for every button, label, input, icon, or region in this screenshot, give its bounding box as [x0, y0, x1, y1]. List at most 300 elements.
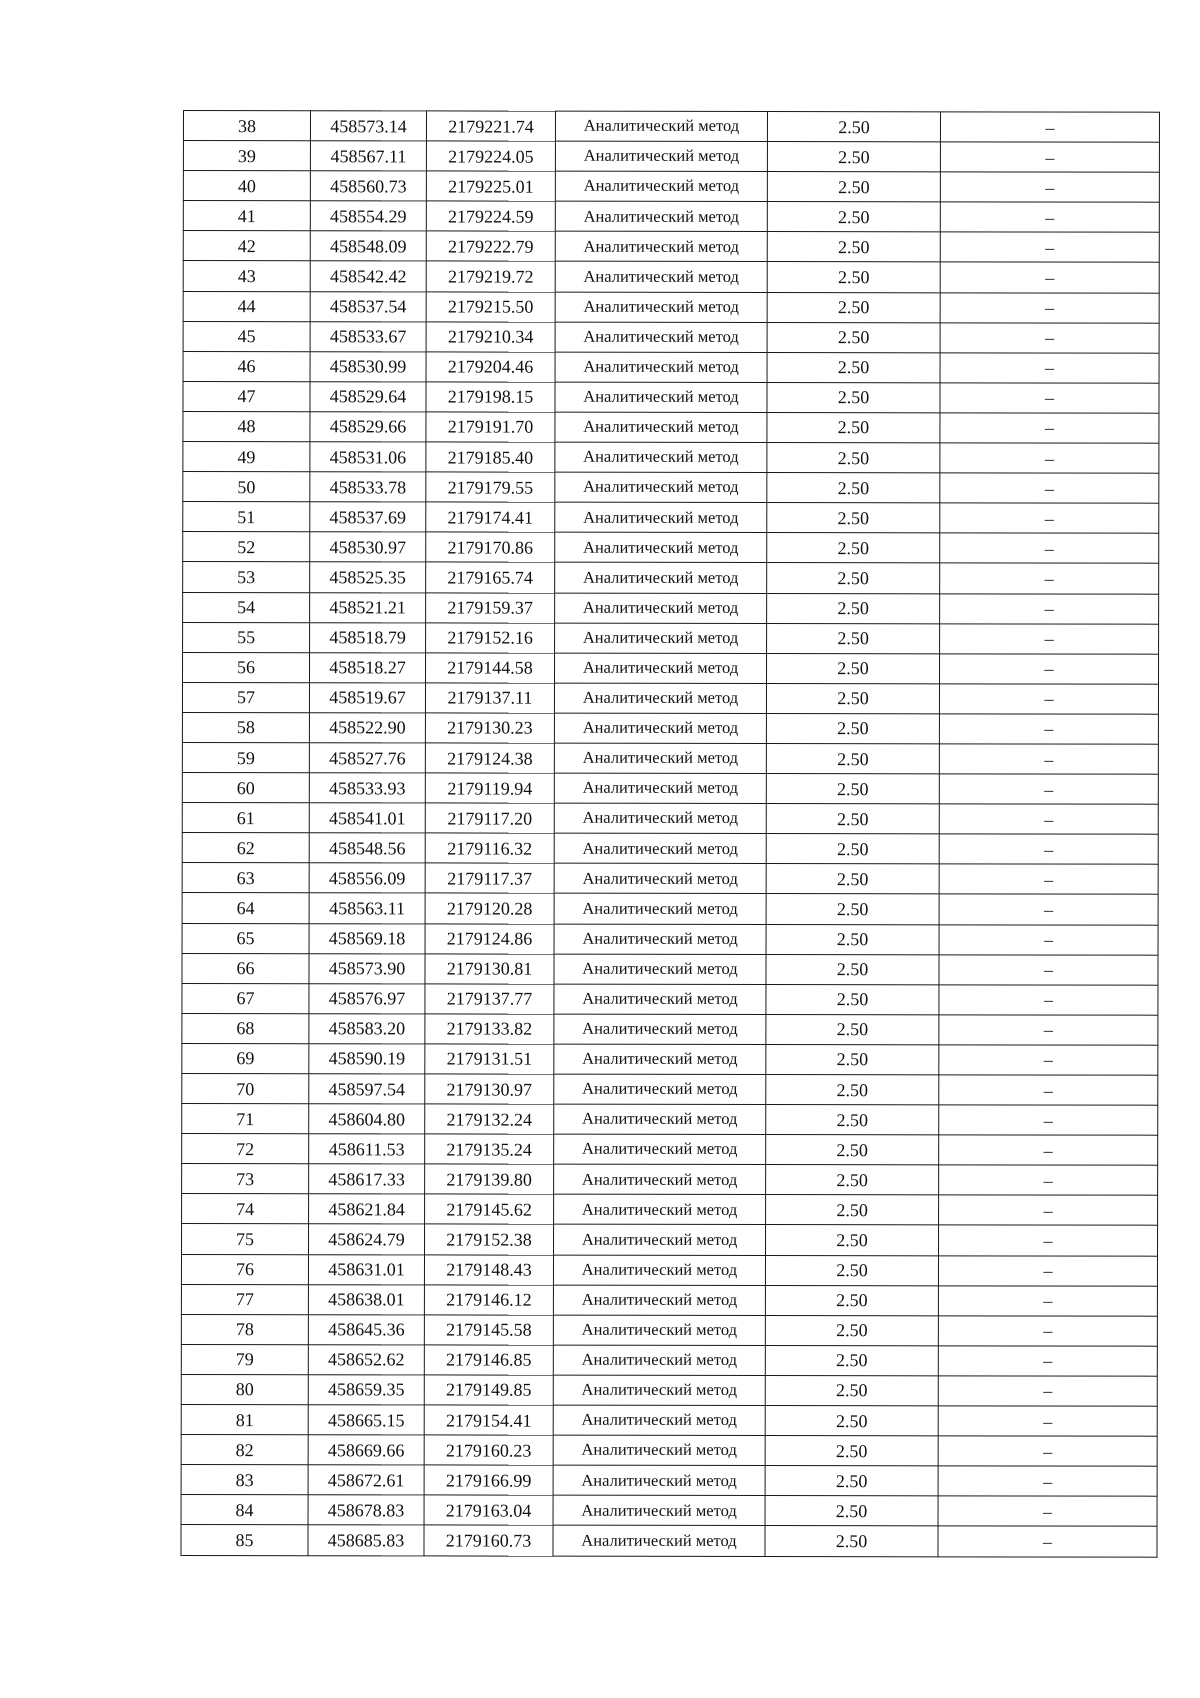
method-cell: Аналитический метод	[554, 1044, 766, 1074]
precision-cell: 2.50	[765, 1436, 938, 1466]
x-coordinate-cell: 458624.79	[309, 1224, 425, 1254]
method-cell: Аналитический метод	[553, 1405, 765, 1435]
x-coordinate-cell: 458518.79	[310, 622, 426, 652]
point-number-cell: 46	[183, 351, 310, 381]
point-number-cell: 42	[183, 231, 310, 261]
point-number-cell: 69	[182, 1043, 309, 1073]
note-cell: –	[940, 383, 1159, 413]
x-coordinate-cell: 458652.62	[308, 1345, 424, 1375]
table-row	[181, 1525, 1157, 1557]
method-cell: Аналитический метод	[555, 141, 767, 171]
table-row	[182, 773, 1158, 805]
point-number-cell: 72	[182, 1134, 309, 1164]
precision-cell: 2.50	[766, 924, 939, 954]
note-cell: –	[939, 834, 1158, 864]
point-number-cell: 81	[181, 1405, 308, 1435]
precision-cell: 2.50	[767, 412, 940, 442]
note-cell: –	[939, 985, 1158, 1015]
x-coordinate-cell: 458685.83	[308, 1525, 424, 1555]
point-number-cell: 70	[182, 1073, 309, 1103]
y-coordinate-cell: 2179120.28	[425, 893, 554, 923]
method-cell: Аналитический метод	[553, 1465, 765, 1495]
table-row	[181, 1465, 1157, 1497]
x-coordinate-cell: 458542.42	[310, 261, 426, 291]
method-cell: Аналитический метод	[553, 1526, 765, 1556]
table-row	[182, 1104, 1158, 1136]
x-coordinate-cell: 458556.09	[309, 863, 425, 893]
method-cell: Аналитический метод	[555, 472, 767, 502]
point-number-cell: 80	[181, 1374, 308, 1404]
table-row	[183, 261, 1159, 293]
method-cell: Аналитический метод	[554, 713, 766, 743]
note-cell: –	[939, 1225, 1158, 1255]
precision-cell: 2.50	[767, 533, 940, 563]
table-row	[182, 712, 1158, 744]
method-cell: Аналитический метод	[554, 773, 766, 803]
y-coordinate-cell: 2179124.86	[425, 923, 554, 953]
note-cell: –	[938, 1346, 1157, 1376]
point-number-cell: 43	[183, 261, 310, 291]
point-number-cell: 66	[182, 953, 309, 983]
y-coordinate-cell: 2179145.62	[425, 1194, 554, 1224]
note-cell: –	[938, 1496, 1157, 1526]
precision-cell: 2.50	[767, 292, 940, 322]
table-row	[183, 321, 1159, 353]
point-number-cell: 38	[183, 111, 310, 141]
x-coordinate-cell: 458563.11	[309, 893, 425, 923]
y-coordinate-cell: 2179210.34	[426, 322, 555, 352]
table-row	[182, 1073, 1158, 1105]
table-row	[182, 833, 1158, 865]
precision-cell: 2.50	[765, 1496, 938, 1526]
x-coordinate-cell: 458533.93	[309, 773, 425, 803]
method-cell: Аналитический метод	[555, 532, 767, 562]
table-row	[182, 983, 1158, 1015]
table-row	[183, 472, 1159, 504]
method-cell: Аналитический метод	[554, 924, 766, 954]
precision-cell: 2.50	[766, 1105, 939, 1135]
precision-cell: 2.50	[767, 623, 940, 653]
method-cell: Аналитический метод	[555, 382, 767, 412]
x-coordinate-cell: 458548.09	[310, 231, 426, 261]
note-cell: –	[939, 954, 1158, 984]
table-row	[183, 532, 1159, 564]
table-row	[182, 1134, 1158, 1166]
x-coordinate-cell: 458631.01	[308, 1254, 424, 1284]
note-cell: –	[938, 1526, 1157, 1556]
note-cell: –	[939, 1165, 1158, 1195]
table-row	[182, 1194, 1158, 1226]
y-coordinate-cell: 2179137.11	[425, 683, 554, 713]
x-coordinate-cell: 458621.84	[309, 1194, 425, 1224]
note-cell: –	[940, 533, 1159, 563]
y-coordinate-cell: 2179225.01	[426, 171, 555, 201]
method-cell: Аналитический метод	[554, 984, 766, 1014]
point-number-cell: 51	[183, 502, 310, 532]
coordinates-table	[180, 110, 1160, 1557]
x-coordinate-cell: 458567.11	[310, 141, 426, 171]
coordinates-table-body	[181, 111, 1160, 1557]
precision-cell: 2.50	[766, 984, 939, 1014]
y-coordinate-cell: 2179185.40	[426, 442, 555, 472]
y-coordinate-cell: 2179165.74	[426, 562, 555, 592]
precision-cell: 2.50	[765, 1375, 938, 1405]
point-number-cell: 41	[183, 201, 310, 231]
method-cell: Аналитический метод	[553, 1375, 765, 1405]
y-coordinate-cell: 2179130.23	[425, 713, 554, 743]
point-number-cell: 56	[183, 652, 310, 682]
point-number-cell: 53	[183, 562, 310, 592]
x-coordinate-cell: 458597.54	[309, 1074, 425, 1104]
table-row	[181, 1314, 1157, 1346]
method-cell: Аналитический метод	[555, 232, 767, 262]
precision-cell: 2.50	[767, 202, 940, 232]
table-row	[183, 111, 1159, 143]
x-coordinate-cell: 458531.06	[310, 442, 426, 472]
note-cell: –	[939, 924, 1158, 954]
method-cell: Аналитический метод	[555, 623, 767, 653]
table-row	[183, 442, 1159, 474]
note-cell: –	[939, 804, 1158, 834]
y-coordinate-cell: 2179221.74	[426, 111, 555, 141]
point-number-cell: 40	[183, 171, 310, 201]
x-coordinate-cell: 458522.90	[309, 713, 425, 743]
x-coordinate-cell: 458537.54	[310, 291, 426, 321]
y-coordinate-cell: 2179146.12	[424, 1285, 553, 1315]
precision-cell: 2.50	[767, 593, 940, 623]
y-coordinate-cell: 2179160.73	[424, 1525, 553, 1555]
y-coordinate-cell: 2179135.24	[425, 1134, 554, 1164]
x-coordinate-cell: 458617.33	[309, 1164, 425, 1194]
method-cell: Аналитический метод	[553, 1315, 765, 1345]
precision-cell: 2.50	[767, 382, 940, 412]
precision-cell: 2.50	[766, 774, 939, 804]
precision-cell: 2.50	[767, 112, 940, 142]
table-row	[183, 502, 1159, 534]
method-cell: Аналитический метод	[554, 894, 766, 924]
point-number-cell: 52	[183, 532, 310, 562]
point-number-cell: 83	[181, 1465, 308, 1495]
y-coordinate-cell: 2179144.58	[426, 653, 555, 683]
y-coordinate-cell: 2179224.59	[426, 201, 555, 231]
note-cell: –	[940, 112, 1159, 142]
note-cell: –	[940, 503, 1159, 533]
y-coordinate-cell: 2179146.85	[424, 1345, 553, 1375]
precision-cell: 2.50	[766, 743, 939, 773]
table-row	[183, 562, 1159, 594]
x-coordinate-cell: 458537.69	[310, 502, 426, 532]
x-coordinate-cell: 458518.27	[310, 652, 426, 682]
y-coordinate-cell: 2179132.24	[425, 1104, 554, 1134]
x-coordinate-cell: 458669.66	[308, 1435, 424, 1465]
note-cell: –	[939, 714, 1158, 744]
method-cell: Аналитический метод	[555, 442, 767, 472]
point-number-cell: 45	[183, 321, 310, 351]
x-coordinate-cell: 458533.78	[310, 472, 426, 502]
x-coordinate-cell: 458525.35	[310, 562, 426, 592]
table-row	[181, 1254, 1157, 1286]
table-row	[183, 592, 1159, 624]
note-cell: –	[940, 593, 1159, 623]
table-row	[181, 1344, 1157, 1376]
point-number-cell: 44	[183, 291, 310, 321]
note-cell: –	[940, 292, 1159, 322]
point-number-cell: 63	[182, 863, 309, 893]
point-number-cell: 55	[183, 622, 310, 652]
method-cell: Аналитический метод	[554, 683, 766, 713]
method-cell: Аналитический метод	[554, 954, 766, 984]
note-cell: –	[938, 1285, 1157, 1315]
method-cell: Аналитический метод	[555, 352, 767, 382]
table-row	[183, 291, 1159, 323]
note-cell: –	[940, 654, 1159, 684]
precision-cell: 2.50	[766, 864, 939, 894]
x-coordinate-cell: 458548.56	[309, 833, 425, 863]
x-coordinate-cell: 458665.15	[308, 1405, 424, 1435]
x-coordinate-cell: 458521.21	[310, 592, 426, 622]
x-coordinate-cell: 458590.19	[309, 1044, 425, 1074]
y-coordinate-cell: 2179131.51	[425, 1044, 554, 1074]
note-cell: –	[938, 1436, 1157, 1466]
point-number-cell: 77	[181, 1284, 308, 1314]
table-row	[182, 863, 1158, 895]
point-number-cell: 82	[181, 1435, 308, 1465]
precision-cell: 2.50	[766, 1165, 939, 1195]
precision-cell: 2.50	[766, 1044, 939, 1074]
note-cell: –	[940, 142, 1159, 172]
point-number-cell: 61	[182, 803, 309, 833]
note-cell: –	[940, 623, 1159, 653]
y-coordinate-cell: 2179116.32	[425, 833, 554, 863]
point-number-cell: 65	[182, 923, 309, 953]
method-cell: Аналитический метод	[553, 1285, 765, 1315]
method-cell: Аналитический метод	[555, 412, 767, 442]
x-coordinate-cell: 458519.67	[309, 683, 425, 713]
precision-cell: 2.50	[765, 1285, 938, 1315]
method-cell: Аналитический метод	[554, 803, 766, 833]
point-number-cell: 68	[182, 1013, 309, 1043]
method-cell: Аналитический метод	[554, 1195, 766, 1225]
y-coordinate-cell: 2179219.72	[426, 261, 555, 291]
point-number-cell: 62	[182, 833, 309, 863]
note-cell: –	[939, 1195, 1158, 1225]
point-number-cell: 71	[182, 1104, 309, 1134]
note-cell: –	[939, 1075, 1158, 1105]
precision-cell: 2.50	[766, 954, 939, 984]
x-coordinate-cell: 458529.66	[310, 412, 426, 442]
x-coordinate-cell: 458611.53	[309, 1134, 425, 1164]
precision-cell: 2.50	[767, 262, 940, 292]
point-number-cell: 39	[183, 141, 310, 171]
precision-cell: 2.50	[767, 352, 940, 382]
method-cell: Аналитический метод	[553, 1255, 765, 1285]
precision-cell: 2.50	[766, 713, 939, 743]
note-cell: –	[940, 322, 1159, 352]
x-coordinate-cell: 458583.20	[309, 1014, 425, 1044]
precision-cell: 2.50	[765, 1526, 938, 1556]
table-row	[181, 1405, 1157, 1437]
table-row	[183, 351, 1159, 383]
x-coordinate-cell: 458533.67	[310, 321, 426, 351]
x-coordinate-cell: 458573.14	[310, 111, 426, 141]
table-row	[182, 953, 1158, 985]
table-row	[182, 803, 1158, 835]
y-coordinate-cell: 2179224.05	[426, 141, 555, 171]
precision-cell: 2.50	[765, 1255, 938, 1285]
y-coordinate-cell: 2179117.20	[425, 803, 554, 833]
precision-cell: 2.50	[766, 1195, 939, 1225]
method-cell: Аналитический метод	[554, 1014, 766, 1044]
precision-cell: 2.50	[766, 894, 939, 924]
method-cell: Аналитический метод	[555, 653, 767, 683]
method-cell: Аналитический метод	[555, 563, 767, 593]
point-number-cell: 75	[182, 1224, 309, 1254]
x-coordinate-cell: 458530.99	[310, 351, 426, 381]
y-coordinate-cell: 2179204.46	[426, 352, 555, 382]
note-cell: –	[939, 1135, 1158, 1165]
x-coordinate-cell: 458672.61	[308, 1465, 424, 1495]
note-cell: –	[940, 232, 1159, 262]
table-row	[182, 1224, 1158, 1256]
method-cell: Аналитический метод	[555, 322, 767, 352]
point-number-cell: 74	[182, 1194, 309, 1224]
y-coordinate-cell: 2179174.41	[426, 502, 555, 532]
y-coordinate-cell: 2179166.99	[424, 1465, 553, 1495]
precision-cell: 2.50	[766, 683, 939, 713]
method-cell: Аналитический метод	[554, 743, 766, 773]
note-cell: –	[939, 894, 1158, 924]
x-coordinate-cell: 458554.29	[310, 201, 426, 231]
precision-cell: 2.50	[766, 834, 939, 864]
method-cell: Аналитический метод	[555, 262, 767, 292]
y-coordinate-cell: 2179163.04	[424, 1495, 553, 1525]
note-cell: –	[939, 1045, 1158, 1075]
y-coordinate-cell: 2179130.97	[425, 1074, 554, 1104]
table-row	[182, 893, 1158, 925]
precision-cell: 2.50	[766, 1075, 939, 1105]
method-cell: Аналитический метод	[554, 1134, 766, 1164]
note-cell: –	[940, 353, 1159, 383]
point-number-cell: 79	[181, 1344, 308, 1374]
method-cell: Аналитический метод	[555, 502, 767, 532]
table-row	[183, 622, 1159, 654]
point-number-cell: 67	[182, 983, 309, 1013]
note-cell: –	[939, 864, 1158, 894]
point-number-cell: 73	[182, 1164, 309, 1194]
point-number-cell: 48	[183, 411, 310, 441]
table-row	[183, 381, 1159, 413]
y-coordinate-cell: 2179119.94	[425, 773, 554, 803]
table-row	[182, 923, 1158, 955]
precision-cell: 2.50	[766, 1014, 939, 1044]
precision-cell: 2.50	[766, 1135, 939, 1165]
x-coordinate-cell: 458659.35	[308, 1375, 424, 1405]
method-cell: Аналитический метод	[555, 111, 767, 141]
precision-cell: 2.50	[767, 232, 940, 262]
point-number-cell: 64	[182, 893, 309, 923]
method-cell: Аналитический метод	[553, 1495, 765, 1525]
method-cell: Аналитический метод	[554, 1074, 766, 1104]
x-coordinate-cell: 458530.97	[310, 532, 426, 562]
note-cell: –	[938, 1316, 1157, 1346]
y-coordinate-cell: 2179198.15	[426, 382, 555, 412]
y-coordinate-cell: 2179130.81	[425, 954, 554, 984]
method-cell: Аналитический метод	[554, 863, 766, 893]
y-coordinate-cell: 2179139.80	[425, 1164, 554, 1194]
y-coordinate-cell: 2179191.70	[426, 412, 555, 442]
table-row	[182, 742, 1158, 774]
x-coordinate-cell: 458604.80	[309, 1104, 425, 1134]
y-coordinate-cell: 2179215.50	[426, 291, 555, 321]
note-cell: –	[940, 563, 1159, 593]
precision-cell: 2.50	[767, 142, 940, 172]
y-coordinate-cell: 2179170.86	[426, 532, 555, 562]
point-number-cell: 50	[183, 472, 310, 502]
y-coordinate-cell: 2179152.38	[425, 1224, 554, 1254]
method-cell: Аналитический метод	[555, 171, 767, 201]
table-row	[181, 1284, 1157, 1316]
point-number-cell: 84	[181, 1495, 308, 1525]
table-row	[182, 1164, 1158, 1196]
precision-cell: 2.50	[767, 172, 940, 202]
note-cell: –	[939, 684, 1158, 714]
y-coordinate-cell: 2179148.43	[424, 1254, 553, 1284]
precision-cell: 2.50	[766, 804, 939, 834]
x-coordinate-cell: 458573.90	[309, 953, 425, 983]
precision-cell: 2.50	[767, 473, 940, 503]
point-number-cell: 60	[182, 773, 309, 803]
method-cell: Аналитический метод	[555, 292, 767, 322]
point-number-cell: 59	[182, 742, 309, 772]
method-cell: Аналитический метод	[555, 593, 767, 623]
precision-cell: 2.50	[767, 443, 940, 473]
point-number-cell: 49	[183, 442, 310, 472]
precision-cell: 2.50	[767, 563, 940, 593]
method-cell: Аналитический метод	[555, 201, 767, 231]
table-row	[181, 1435, 1157, 1467]
point-number-cell: 47	[183, 381, 310, 411]
precision-cell: 2.50	[765, 1406, 938, 1436]
precision-cell: 2.50	[767, 653, 940, 683]
note-cell: –	[940, 172, 1159, 202]
precision-cell: 2.50	[767, 322, 940, 352]
x-coordinate-cell: 458560.73	[310, 171, 426, 201]
point-number-cell: 76	[181, 1254, 308, 1284]
point-number-cell: 85	[181, 1525, 308, 1555]
method-cell: Аналитический метод	[553, 1435, 765, 1465]
table-row	[181, 1495, 1157, 1527]
point-number-cell: 54	[183, 592, 310, 622]
y-coordinate-cell: 2179124.38	[425, 743, 554, 773]
y-coordinate-cell: 2179145.58	[424, 1315, 553, 1345]
table-row	[182, 1043, 1158, 1075]
y-coordinate-cell: 2179137.77	[425, 984, 554, 1014]
x-coordinate-cell: 458645.36	[308, 1314, 424, 1344]
y-coordinate-cell: 2179179.55	[426, 472, 555, 502]
note-cell: –	[940, 473, 1159, 503]
point-number-cell: 78	[181, 1314, 308, 1344]
x-coordinate-cell: 458527.76	[309, 743, 425, 773]
x-coordinate-cell: 458576.97	[309, 983, 425, 1013]
method-cell: Аналитический метод	[554, 1104, 766, 1134]
method-cell: Аналитический метод	[553, 1345, 765, 1375]
note-cell: –	[940, 443, 1159, 473]
note-cell: –	[938, 1466, 1157, 1496]
note-cell: –	[938, 1255, 1157, 1285]
point-number-cell: 58	[182, 712, 309, 742]
table-row	[182, 1013, 1158, 1045]
precision-cell: 2.50	[765, 1315, 938, 1345]
